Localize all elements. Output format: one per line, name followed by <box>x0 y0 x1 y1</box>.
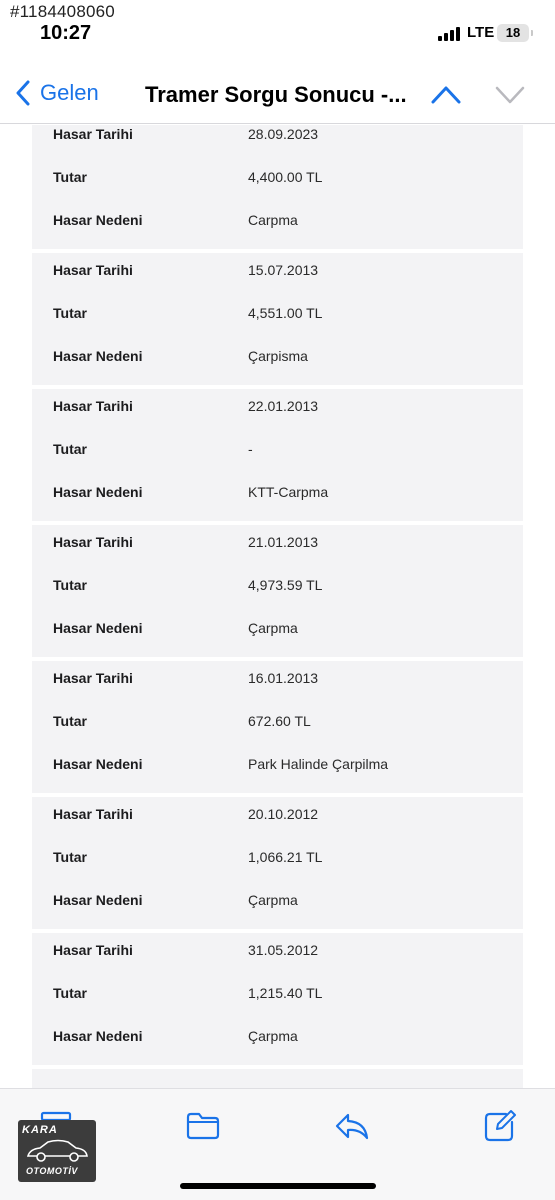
damage-cause-value: Çarpma <box>248 892 298 908</box>
amount-value: 4,551.00 TL <box>248 305 323 321</box>
mail-nav-bar <box>0 62 555 124</box>
chevron-left-icon <box>16 80 30 106</box>
dealer-logo-bottom-text: OTOMOTİV <box>26 1166 78 1176</box>
compose-icon <box>482 1109 518 1143</box>
battery-icon: 18 <box>497 24 529 42</box>
damage-date-value: 21.01.2013 <box>248 534 319 550</box>
damage-cause-label: Hasar Nedeni <box>53 1028 143 1044</box>
back-button[interactable] <box>16 78 99 108</box>
damage-cause-label: Hasar Nedeni <box>53 756 143 772</box>
damage-record <box>32 661 523 793</box>
damage-cause-value: Park Halinde Çarpilma <box>248 756 389 772</box>
amount-value: 1,066.21 TL <box>248 849 323 865</box>
damage-date-label: Hasar Tarihi <box>53 806 133 822</box>
damage-record <box>32 253 523 385</box>
damage-date-label: Hasar Tarihi <box>53 262 133 278</box>
damage-cause-value: Carpma <box>248 212 298 228</box>
home-indicator[interactable] <box>180 1183 376 1189</box>
damage-date-value: 20.10.2012 <box>248 806 319 822</box>
reply-button[interactable] <box>334 1109 370 1143</box>
damage-date-label: Hasar Tarihi <box>53 398 133 414</box>
damage-cause-label: Hasar Nedeni <box>53 212 143 228</box>
damage-date-value: 31.05.2012 <box>248 942 319 958</box>
damage-cause-label: Hasar Nedeni <box>53 348 143 364</box>
amount-label: Tutar <box>53 985 87 1001</box>
message-body[interactable] <box>0 125 555 1088</box>
damage-record <box>32 525 523 657</box>
signal-icon <box>438 27 460 41</box>
dealer-logo <box>18 1120 96 1182</box>
amount-label: Tutar <box>53 577 87 593</box>
damage-date-label: Hasar Tarihi <box>53 126 133 142</box>
damage-record <box>32 125 523 249</box>
damage-cause-value: Çarpisma <box>248 348 308 364</box>
folder-icon <box>185 1109 221 1143</box>
damage-record <box>32 797 523 929</box>
reply-icon <box>334 1109 370 1143</box>
damage-date-value: 28.09.2023 <box>248 126 319 142</box>
damage-date-label: Hasar Tarihi <box>53 942 133 958</box>
amount-label: Tutar <box>53 441 87 457</box>
status-time: 10:27 <box>40 22 92 44</box>
damage-date-value: 22.01.2013 <box>248 398 319 414</box>
dealer-logo-top-text: KARA <box>22 1124 58 1136</box>
damage-cause-value: Çarpma <box>248 1028 298 1044</box>
amount-label: Tutar <box>53 849 87 865</box>
damage-cause-label: Hasar Nedeni <box>53 620 143 636</box>
status-bar <box>0 0 555 52</box>
move-to-folder-button[interactable] <box>185 1109 221 1143</box>
amount-label: Tutar <box>53 169 87 185</box>
damage-cause-label: Hasar Nedeni <box>53 892 143 908</box>
chevron-up-icon <box>430 82 462 106</box>
car-icon <box>24 1138 90 1164</box>
listing-id-overlay: #1184408060 <box>10 2 115 21</box>
amount-value: 1,215.40 TL <box>248 985 323 1001</box>
damage-date-value: 16.01.2013 <box>248 670 319 686</box>
amount-label: Tutar <box>53 713 87 729</box>
back-label: Gelen <box>40 80 99 105</box>
amount-value: 672.60 TL <box>248 713 311 729</box>
damage-record <box>32 389 523 521</box>
amount-value: 4,400.00 TL <box>248 169 323 185</box>
message-title: Tramer Sorgu Sonucu -... <box>145 82 407 107</box>
damage-record <box>32 933 523 1065</box>
previous-message-button[interactable] <box>430 82 462 106</box>
damage-date-label: Hasar Tarihi <box>53 670 133 686</box>
next-message-button[interactable] <box>494 82 526 106</box>
chevron-down-icon <box>494 82 526 106</box>
damage-cause-value: KTT-Carpma <box>248 484 329 500</box>
damage-cause-label: Hasar Nedeni <box>53 484 143 500</box>
damage-record-partial <box>32 1069 523 1088</box>
amount-label: Tutar <box>53 305 87 321</box>
amount-value: - <box>248 441 253 457</box>
damage-cause-value: Çarpma <box>248 620 298 636</box>
damage-date-label: Hasar Tarihi <box>53 534 133 550</box>
network-type: LTE <box>467 24 495 41</box>
damage-date-value: 15.07.2013 <box>248 262 319 278</box>
amount-value: 4,973.59 TL <box>248 577 323 593</box>
compose-button[interactable] <box>482 1109 518 1143</box>
